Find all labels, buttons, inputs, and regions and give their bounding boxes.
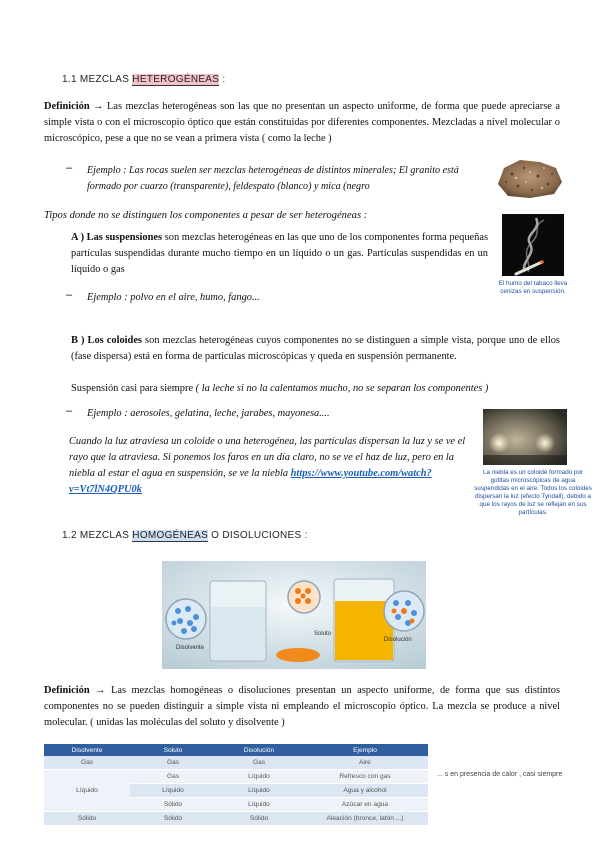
section-heading-heterogeneas — [62, 74, 225, 85]
label-solvent: Disolvente — [176, 645, 205, 651]
colloids-note-plain: Suspensión casi para siempre — [71, 383, 196, 394]
bullet-dash: – — [66, 289, 73, 301]
table-row — [44, 756, 428, 770]
table-header: Disolución — [216, 744, 302, 756]
suspensions-example: Ejemplo : polvo en el aire, humo, fango... — [87, 292, 260, 303]
example-rocks: Ejemplo : Las rocas suelen ser mezclas heterogéneas de distintos minerales; El granito está formado por cuarzo (transparente), feldespato (blanco) y mica (negro — [87, 165, 459, 192]
table-cell: Aleación (bronce, latón ...) — [302, 812, 428, 826]
table-cell: Sólido — [44, 812, 130, 826]
colloids-note — [71, 381, 560, 397]
suspensions-paragraph — [71, 230, 488, 278]
table-cell: Sólido — [130, 812, 216, 826]
table-cell: Sólido — [216, 812, 302, 826]
table-cell: Gas — [130, 770, 216, 784]
fog-caption: La niebla es un coloide formado por gotitas microscópicas de agua suspendidas en el aire. Todos los coloides dispersan la luz (efecto Tyndall), debido a que los rayos de luz se reflejan en sus partículas. — [474, 469, 592, 516]
definition-label: Definición — [44, 101, 90, 112]
table-cell: Aire — [302, 756, 428, 770]
definition-arrow: → — [89, 685, 111, 696]
definition-arrow: → — [89, 101, 107, 112]
section-number: 1.1 MEZCLAS — [62, 74, 133, 85]
table-cell: Sólido — [130, 798, 216, 812]
section-title-highlight: HOMOGÉNEAS — [132, 530, 209, 541]
table-cell: Azúcar en agua — [302, 798, 428, 812]
table-cell: Líquido — [216, 770, 302, 784]
definition-homogeneas — [44, 683, 560, 731]
colloids-note-italic: ( la leche si no la calentamos mucho, no se separan los componentes ) — [195, 383, 489, 394]
suspensions-text: son mezclas heterogéneas en las que uno de los componentes forma pequeñas partículas suspendidas durante mucho tiempo en un líquido o un gas. Partículas suspendidas en un líquido o gas — [71, 232, 489, 275]
tyndall-text: Cuando la luz atraviesa un coloide o una heterogénea, las partículas dispersan la luz y se ve el rayo que la atraviesa. Si ponemos los faros en un día claro, no se ve el haz de luz, pero en la niebla al estar el agua en suspensión, se ve la niebla — [69, 436, 466, 479]
table-cell: Líquido — [44, 770, 130, 812]
table-row — [44, 812, 428, 826]
fog-headlights-image — [483, 409, 567, 465]
smoke-caption: El humo del tabaco lleva cenizas en suspensión. — [498, 280, 568, 295]
label-solution: Disolución — [384, 637, 412, 643]
granite-rock-image — [494, 154, 564, 200]
bullet-dash: – — [66, 162, 73, 174]
table-cell: Líquido — [130, 784, 216, 798]
colloids-text: son mezclas heterogéneas cuyos componentes no se distinguen a simple vista, porque uno de ellos (fase dispersa) está en forma de partículas microscópicas y queda en suspensión permanente. — [71, 335, 560, 362]
suspensions-label: A ) Las suspensiones — [71, 232, 163, 243]
table-cell: Gas — [44, 756, 130, 770]
table-cell: Líquido — [216, 784, 302, 798]
table-cell: Refresco con gas — [302, 770, 428, 784]
definition-text: Las mezclas homogéneas o disoluciones presentan un aspecto uniforme, de forma que sus distintos componentes no se pueden distinguir a simple vista ni empleando el microscopio óptico. La mezcla se produce a nivel molecular. ( unidas las moléculas del soluto y disolvente ) — [44, 685, 561, 728]
definition-heterogeneas — [44, 99, 560, 147]
definition-text: Las mezclas heterogéneas son las que no presentan un aspecto uniforme, de forma que puede apreciarse a simple vista o con el microscopio óptico que están constituidas por diferentes componentes. Mezcladas a nivel molecular o microscópico, pese a que no se vean a primera vista ( como la leche ) — [44, 101, 560, 144]
colloids-example: Ejemplo : aerosoles, gelatina, leche, jarabes, mayonesa.... — [87, 408, 330, 419]
table-cell: Líquido — [216, 798, 302, 812]
table-header: Disolvente — [44, 744, 130, 756]
table-cell: Gas — [130, 756, 216, 770]
section-heading-homogeneas — [62, 530, 308, 541]
solution-beaker-figure — [162, 561, 426, 669]
mixtures-table — [44, 744, 428, 826]
table-cell: Agua y alcohol — [302, 784, 428, 798]
types-heading: Tipos donde no se distinguen los componentes a pesar de ser heterogéneas : — [44, 210, 368, 221]
definition-label: Definición — [44, 685, 90, 696]
section-suffix: : — [219, 74, 226, 85]
label-solute: Soluto — [314, 631, 332, 637]
colloids-paragraph — [71, 333, 560, 365]
youtube-link[interactable]: https://www.youtube.com/watch?v=Vt7lN4QPU0k — [69, 468, 432, 495]
section-suffix: O DISOLUCIONES : — [208, 530, 308, 541]
colloids-label: B ) Los coloides — [71, 335, 142, 346]
tyndall-paragraph — [69, 434, 473, 498]
table-header: Soluto — [130, 744, 216, 756]
table-header: Ejemplo — [302, 744, 428, 756]
bullet-dash: – — [66, 405, 73, 417]
section-number: 1.2 MEZCLAS — [62, 530, 133, 541]
table-row — [44, 770, 428, 784]
table-side-note: ... s en presencia de calor , casi siempre — [437, 771, 563, 778]
section-title-highlight: HETEROGÉNEAS — [132, 74, 220, 85]
table-cell: Gas — [216, 756, 302, 770]
tobacco-smoke-image — [502, 214, 564, 276]
